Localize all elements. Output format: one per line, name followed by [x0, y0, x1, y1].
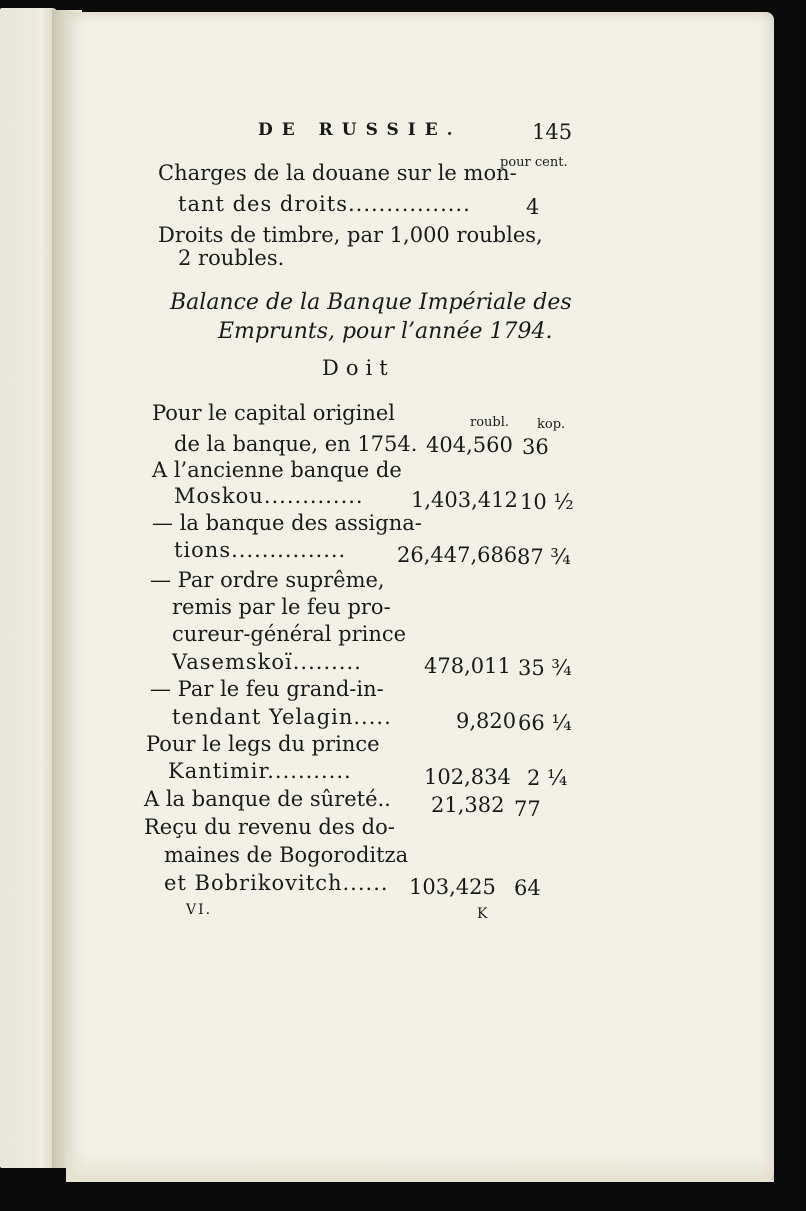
column-heading-pour-cent: pour cent. — [500, 155, 568, 170]
entry-roubles: 9,820 — [456, 709, 517, 733]
entry-kopecks: 2 ¼ — [527, 766, 568, 790]
entry-line: tendant Yelagin..... — [172, 705, 392, 729]
page-number: 145 — [532, 120, 573, 144]
entry-line: Moskou............. — [174, 484, 364, 508]
header-roubles: roubl. — [470, 415, 510, 430]
running-head: DE RUSSIE. — [258, 120, 462, 140]
entry-line: — Par le feu grand-in- — [150, 677, 384, 701]
section-title-line-1: Balance de la Banque Impériale des — [170, 290, 572, 315]
entry-kopecks: 66 ¼ — [518, 711, 572, 735]
entry-kopecks: 64 — [514, 876, 541, 900]
entry-line: — Par ordre suprême, — [150, 568, 385, 592]
entry-line: Pour le capital originel — [152, 401, 395, 425]
charges-line-2: tant des droits................ — [178, 192, 471, 216]
timbre-line-1: Droits de timbre, par 1,000 roubles, — [158, 223, 543, 247]
entry-kopecks: 87 ¾ — [517, 545, 571, 569]
entry-line: cureur-général prince — [172, 622, 407, 646]
entry-line: Reçu du revenu des do- — [144, 815, 395, 839]
signature-mark-left: VI. — [186, 902, 213, 918]
entry-line: — la banque des assigna- — [152, 511, 422, 535]
entry-roubles: 21,382 — [431, 793, 505, 817]
entry-line: tions............... — [174, 538, 347, 562]
entry-kopecks: 36 — [522, 435, 549, 459]
entry-line: et Bobrikovitch...... — [164, 871, 389, 895]
entry-roubles: 26,447,686 — [397, 543, 518, 567]
entry-line: de la banque, en 1754. — [174, 432, 418, 456]
timbre-line-2: 2 roubles. — [178, 246, 285, 270]
header-kopecks: kop. — [537, 417, 566, 432]
section-title-line-2: Emprunts, pour l’année 1794. — [218, 319, 553, 344]
entry-roubles: 102,834 — [424, 765, 511, 789]
entry-kopecks: 10 ½ — [520, 490, 574, 514]
entry-line: remis par le feu pro- — [172, 595, 391, 619]
entry-line: A l’ancienne banque de — [152, 458, 402, 482]
charges-value: 4 — [526, 195, 540, 219]
charges-line-1: Charges de la douane sur le mon- — [158, 161, 517, 185]
entry-line: Pour le legs du prince — [146, 732, 380, 756]
entry-kopecks: 35 ¾ — [518, 656, 572, 680]
signature-mark-right: K — [477, 906, 490, 922]
entry-line: Kantimir........... — [168, 759, 352, 783]
entry-line: A la banque de sûreté.. — [144, 787, 391, 811]
entry-kopecks: 77 — [514, 797, 541, 821]
entry-roubles: 103,425 — [409, 875, 496, 899]
facing-page-edge — [0, 8, 58, 1168]
subheading-doit: Doit — [322, 356, 395, 380]
entry-roubles: 478,011 — [424, 654, 511, 678]
entry-roubles: 1,403,412 — [411, 488, 518, 512]
entry-roubles: 404,560 — [426, 433, 513, 457]
entry-line: maines de Bogoroditza — [164, 843, 409, 867]
entry-line: Vasemskoï......... — [172, 650, 362, 674]
